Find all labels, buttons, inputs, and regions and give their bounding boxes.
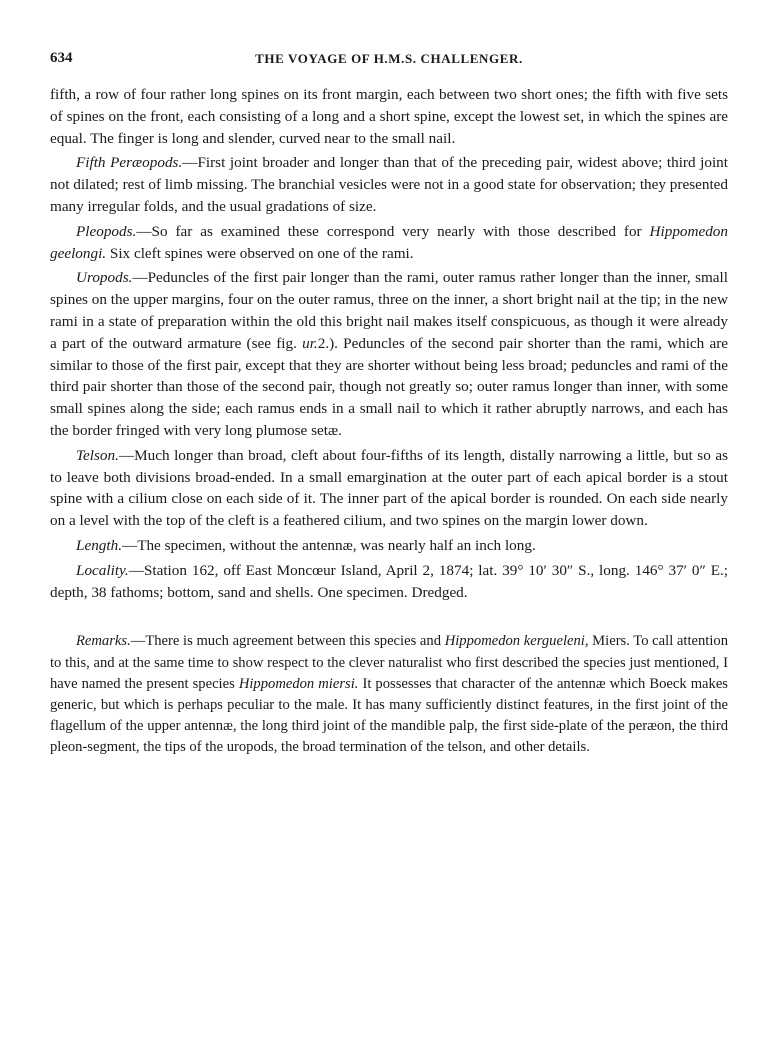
paragraph-text: —Peduncles of the first pair longer than the rami, outer ramus rather longer than the inner, small spines on the upper margins, four on the outer ramus, three on the inner, a short bright nail at the tip; in the new rami in a state of preparation within the old this bright nail makes itself conspicuous, as though it were already a part of the outward armature (see fig. xyxy=(50,269,728,352)
section-lead: Pleopods. xyxy=(76,222,137,240)
paragraph-text: Six cleft spines were observed on one of the rami. xyxy=(106,244,414,262)
species-name: Hippomedon miersi. xyxy=(238,675,359,692)
running-title: THE VOYAGE OF H.M.S. CHALLENGER. xyxy=(255,51,523,66)
paragraph-locality xyxy=(50,560,728,604)
paragraph-text: —Station 162, off East Moncœur Island, April 2, 1874; lat. 39° 10′ 30″ S., long. 146° 37′ 0″ E.; depth, 38 fathoms; bottom, sand and shells. One specimen. Dredged. xyxy=(50,561,728,601)
section-lead: Remarks. xyxy=(76,633,131,650)
paragraph-text: —The specimen, without the antennæ, was nearly half an inch long. xyxy=(122,536,536,554)
paragraph-text: It possesses that character of the antennæ which Boeck makes generic, but which is perhaps peculiar to the male. It has many sufficiently distinct features, in the first joint of the flagellum of the upper antennæ, the long third joint of the mandible palp, the first side-plate of the peræon, the third pleon-segment, the tips of the uropods, the broad termination of the telson, and other details. xyxy=(50,675,728,756)
page-number: 634 xyxy=(50,50,73,66)
paragraph-text: , Miers. To call attention to this, and at the same time to show respect to the clever naturalist who first described the species just mentioned, I have named the present species xyxy=(50,633,729,692)
paragraph-pleopods xyxy=(50,221,728,265)
paragraph-text: —There is much agreement between this species and xyxy=(130,633,445,650)
section-lead: Uropods. xyxy=(76,269,133,287)
paragraph-text: —Much longer than broad, cleft about four-fifths of its length, distally narrowing a little, but so as to leave both divisions broad-ended. In a small emargination at the outer part of each apical border is a stout spine with a cilium close on each side of it. The inner part of the apical border is rounded. On each side nearly on a level with the top of the cleft is a feathered cilium, and two spines on the margin lower down. xyxy=(50,446,728,530)
paragraph-text: —So far as examined these correspond very nearly with those described for xyxy=(136,222,650,240)
paragraph-fifth-pereopods xyxy=(50,152,728,217)
paragraph-continuation xyxy=(50,84,728,149)
section-lead: Telson. xyxy=(76,446,119,464)
paragraph-uropods xyxy=(50,267,728,441)
page-header xyxy=(50,50,728,70)
paragraph-length xyxy=(50,535,728,557)
paragraph-remarks xyxy=(50,631,728,758)
section-lead: Fifth Peræopods. xyxy=(76,154,183,172)
species-name: Hippomedon kergueleni xyxy=(444,633,585,650)
figure-reference: ur. xyxy=(302,334,318,352)
species-name: Hippomedon geelongi. xyxy=(50,222,728,262)
section-lead: Length. xyxy=(76,536,122,554)
body-text xyxy=(50,84,728,762)
paragraph-text: —First joint broader and longer than that of the preceding pair, widest above; third joint not dilated; rest of limb missing. The branchial vesicles were not in a good state for observation; they presented many irregular folds, and the usual gradations of size. xyxy=(50,154,728,215)
paragraph-telson xyxy=(50,445,728,532)
section-lead: Locality. xyxy=(76,561,129,579)
paragraph-text: 2.). Peduncles of the second pair shorter than the rami, which are similar to those of the first pair, except that they are shorter without being less broad; peduncles and rami of the third pair shorter than those of the second pair, though not greatly so; outer ramus longer than inner, with some small spines along the side; each ramus ends in a small nail to which it rather abruptly narrows, and each has the border fringed with very long plumose setæ. xyxy=(50,334,728,439)
paragraph-text: fifth, a row of four rather long spines on its front margin, each between two short ones; the fifth with five sets of spines on the front, each consisting of a long and a short spine, except the lowest set, in which the spines are equal. The finger is long and slender, curved near to the small nail. xyxy=(50,86,728,147)
